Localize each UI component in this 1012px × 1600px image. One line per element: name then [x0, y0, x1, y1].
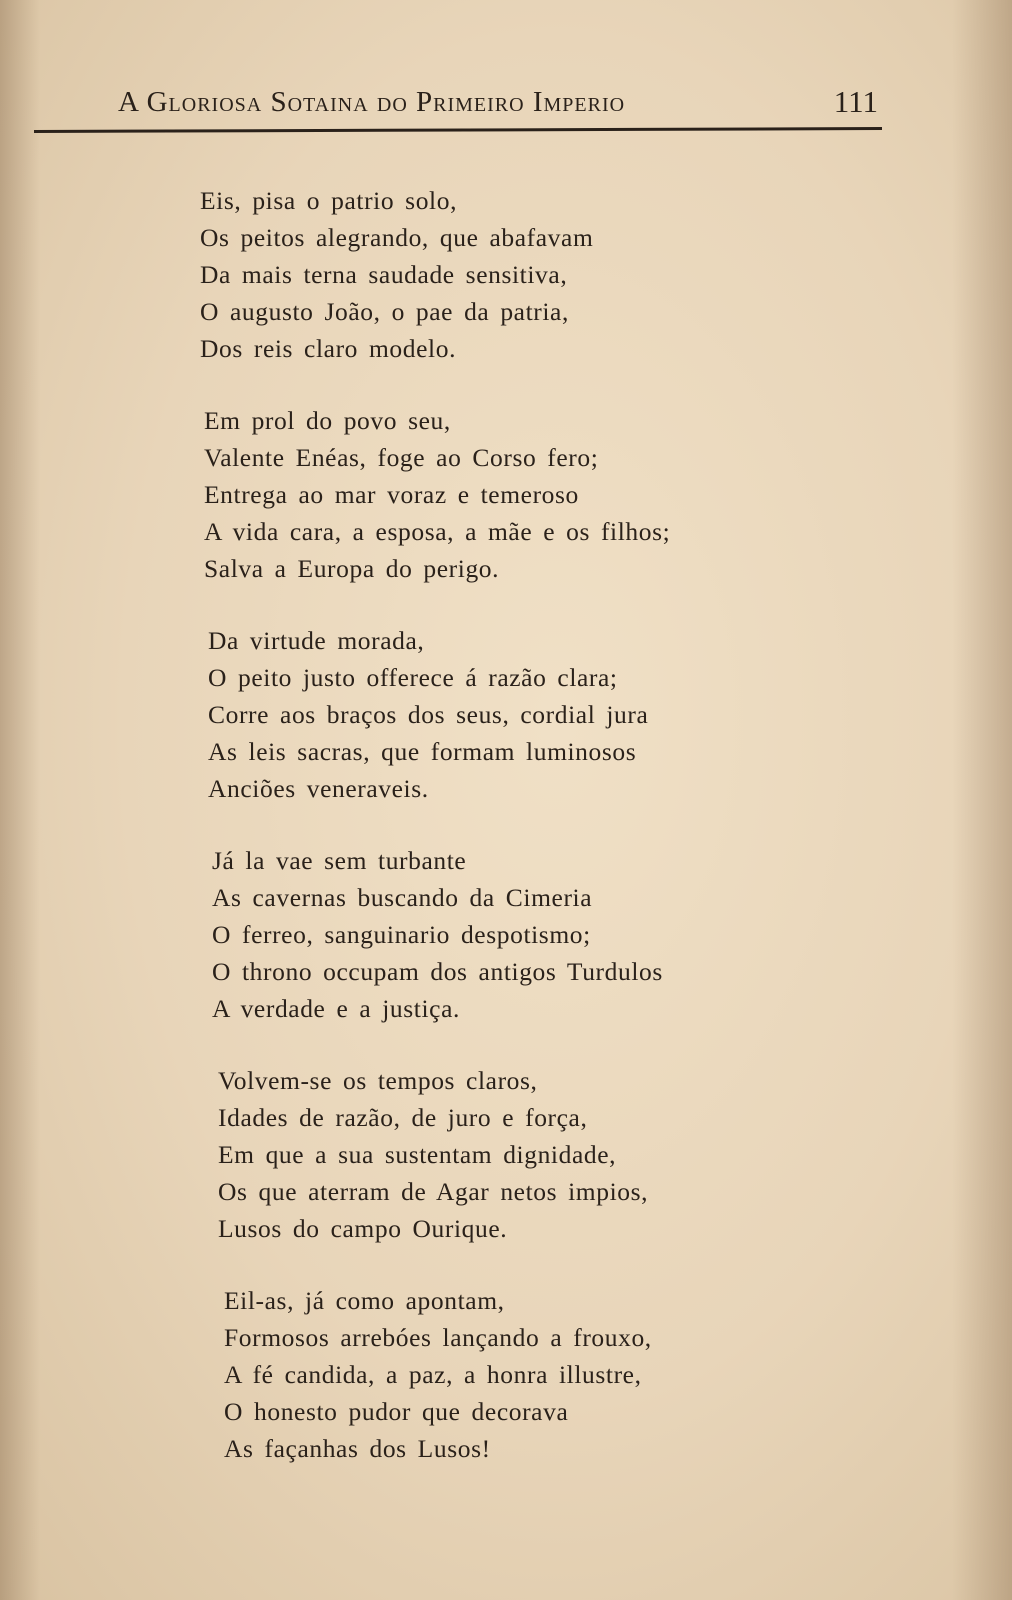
- verse-line: Em prol do povo seu,: [204, 406, 451, 435]
- verse-line: Em que a sua sustentam dignidade,: [218, 1140, 617, 1169]
- verse-line: Volvem-se os tempos claros,: [218, 1066, 538, 1095]
- verse-line: As leis sacras, que formam luminosos: [208, 737, 637, 766]
- stanza-5: [218, 1062, 820, 1247]
- verse-line: Entrega ao mar voraz e temeroso: [204, 480, 579, 509]
- page-header: [118, 86, 878, 130]
- stanza-3: [208, 622, 820, 807]
- verse-line: Eis, pisa o patrio solo,: [200, 186, 458, 215]
- verse-line: Da virtude morada,: [208, 626, 425, 655]
- verse-line: As façanhas dos Lusos!: [224, 1434, 491, 1463]
- verse-line: O throno occupam dos antigos Turdulos: [212, 957, 663, 986]
- verse-line: O ferreo, sanguinario despotismo;: [212, 920, 591, 949]
- running-title: A Gloriosa Sotaina do Primeiro Imperio: [118, 86, 626, 118]
- verse-line: Valente Enéas, foge ao Corso fero;: [204, 443, 599, 472]
- page-edge-shadow-right: [952, 0, 1012, 1600]
- verse-line: Eil-as, já como apontam,: [224, 1286, 505, 1315]
- verse-line: Dos reis claro modelo.: [200, 334, 457, 363]
- verse-line: Anciões veneraveis.: [208, 774, 429, 803]
- verse-line: Os que aterram de Agar netos impios,: [218, 1177, 649, 1206]
- verse-line: A fé candida, a paz, a honra illustre,: [224, 1360, 642, 1389]
- verse-line: A vida cara, a esposa, a mãe e os filhos;: [204, 517, 671, 546]
- page-number: 111: [833, 84, 878, 119]
- verse-line: Idades de razão, de juro e força,: [218, 1103, 588, 1132]
- verse-line: O augusto João, o pae da patria,: [200, 297, 569, 326]
- page-edge-shadow-left: [0, 0, 40, 1600]
- verse-line: Os peitos alegrando, que abafavam: [200, 223, 594, 252]
- stanza-1: [200, 182, 820, 367]
- verse-line: Lusos do campo Ourique.: [218, 1214, 508, 1243]
- verse-line: O peito justo offerece á razão clara;: [208, 663, 618, 692]
- poem: [200, 182, 820, 1502]
- stanza-4: [212, 842, 820, 1027]
- verse-line: Corre aos braços dos seus, cordial jura: [208, 700, 649, 729]
- verse-line: O honesto pudor que decorava: [224, 1397, 569, 1426]
- verse-line: Da mais terna saudade sensitiva,: [200, 260, 568, 289]
- stanza-6: [224, 1282, 820, 1467]
- verse-line: Já la vae sem turbante: [212, 846, 467, 875]
- verse-line: Formosos arrebóes lançando a frouxo,: [224, 1323, 652, 1352]
- verse-line: Salva a Europa do perigo.: [204, 554, 500, 583]
- verse-line: As cavernas buscando da Cimeria: [212, 883, 593, 912]
- stanza-2: [204, 402, 820, 587]
- verse-line: A verdade e a justiça.: [212, 994, 460, 1023]
